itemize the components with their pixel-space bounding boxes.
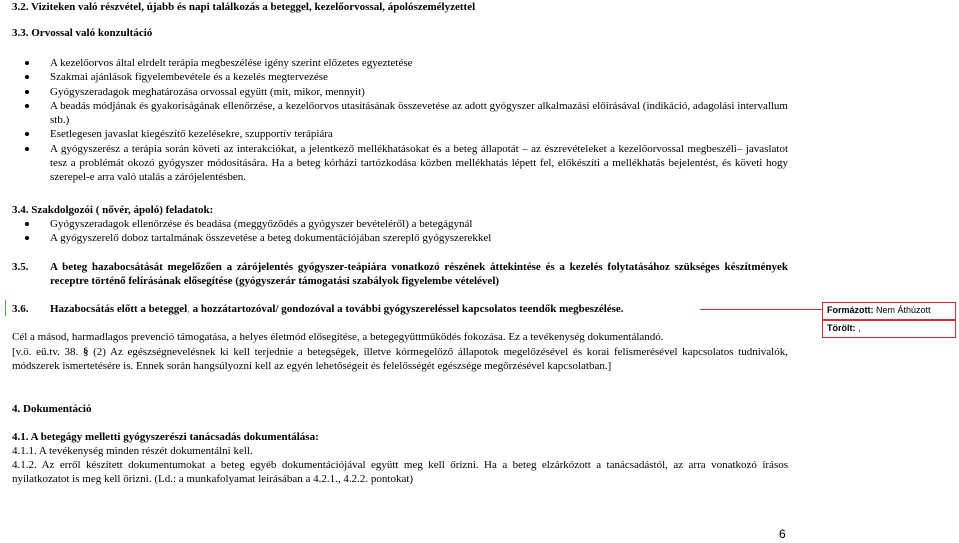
list-item: Szakmai ajánlások figyelembevétele és a kezelés megtervezése	[12, 70, 788, 84]
section-3-6	[12, 302, 788, 316]
law-reference-paragraph	[12, 345, 788, 374]
law-reference-prefix: [v.ö. eü.tv. 38.	[12, 346, 83, 358]
goal-paragraph: Cél a másod, harmadlagos prevenció támogatása, a helyes életmód elősegítése, a betegegyüttműködés fokozása. Ez a tevékenység dokumentálandó.	[12, 331, 664, 343]
section-sign: §	[82, 346, 89, 358]
section-3-6-number: 3.6.	[12, 303, 29, 315]
comment-balloon-formatted[interactable]	[822, 302, 956, 320]
list-item: A kezelőorvos által elrdelt terápia megbeszélése igény szerint előzetes egyeztetése	[12, 56, 788, 70]
comment-value: Nem Áthúzott	[873, 305, 931, 315]
change-bar	[5, 300, 6, 316]
section-3-4-heading: 3.4. Szakdolgozói ( nővér, ápoló) feladatok:	[12, 204, 214, 216]
section-3-3-list	[12, 56, 788, 185]
deletion-marker: ,	[187, 303, 190, 315]
section-3-5	[12, 260, 788, 289]
section-3-6-text-a: Hazabocsátás előtt a beteggel	[50, 303, 188, 315]
list-item: A gyógyszerelő doboz tartalmának összevetése a beteg dokumentációjában szereplő gyógyszerekkel	[12, 231, 788, 245]
section-3-5-text: A beteg hazabocsátását megelőzően a zárójelentés gyógyszer-teápiára vonatkozó részének áttekintése és a kezelés folytatásához szükséges készítmények receptre történő felírásának elősegítése (gyógyszerár támogatási szabályok figyelembe vételével)	[50, 261, 788, 288]
list-item: A beadás módjának és gyakoriságának ellenőrzése, a kezelőorvos utasításának összevetése az adott gyógyszer alkalmazási előírásával (indikáció, adagolási intervallum stb.)	[12, 99, 788, 128]
law-reference-text: (2) Az egészségnevelésnek ki kell terjednie a betegségek, illetve kórmegelőző állapotok megelőzésével és korai felismerésével kapcsolatos tudnivalók, módszerek ismertetésére is. Ennek során hangsúlyozni kell az egyén lehetőségeit és felelősségét egészsége megőrzésével kapcsolatban.]	[12, 346, 788, 373]
comment-balloon-deleted[interactable]	[822, 320, 956, 338]
section-3-5-number: 3.5.	[12, 261, 29, 273]
comment-connector	[700, 309, 822, 310]
comment-label: Törölt:	[827, 323, 856, 333]
section-4-heading: 4. Dokumentáció	[12, 403, 92, 415]
section-4-1-heading: 4.1. A betegágy melletti gyógyszerészi tanácsadás dokumentálása:	[12, 431, 319, 443]
comment-value: ,	[855, 323, 861, 333]
section-3-2-heading: 3.2. Viziteken való részvétel, újabb és napi találkozás a beteggel, kezelőorvossal, ápolószemélyzettel	[12, 1, 476, 13]
list-item: A gyógyszerész a terápia során követi az interakciókat, a jelentkező mellékhatásokat és a beteg állapotát – az észrevételeket a kezelőorvossal megbeszéli– javaslatot tesz a problémát okozó gyógyszer módosítására. Ha a beteg kórházi tartózkodása közben mellékhatás lépett fel, előkészíti a mellékhatás bejelentést, és követi hogy szerepel-e arra való utalás a zárójelentésben.	[12, 142, 788, 185]
comment-label: Formázott:	[827, 305, 874, 315]
list-item: Gyógyszeradagok meghatározása orvossal együtt (mit, mikor, mennyit)	[12, 85, 788, 99]
list-item: Gyógyszeradagok ellenőrzése és beadása (meggyőződés a gyógyszer bevételéről) a betegágynál	[12, 217, 788, 231]
section-4-1-2: 4.1.2. Az erről készített dokumentumokat a beteg egyéb dokumentációjával együtt meg kell őrizni. Ha a beteg elzárkózott a tanácsadástól, az arra vonatkozó írásos nyilatkozatot is meg kell őrizni. (Ld.: a munkafolyamat leírásában a 4.2.1., 4.2.2. pontokat)	[12, 459, 788, 486]
section-4-1-1: 4.1.1. A tevékenység minden részét dokumentálni kell.	[12, 445, 253, 457]
section-3-4-list	[12, 217, 788, 246]
list-item: Esetlegesen javaslat kiegészítő kezelésekre, szupportív terápiára	[12, 127, 788, 141]
page-number: 6	[779, 527, 786, 541]
section-3-6-text-b: a hozzátartozóval/ gondozóval a további gyógyszereléssel kapcsolatos teendők megbeszélése.	[189, 303, 624, 315]
section-3-3-heading: 3.3. Orvossal való konzultáció	[12, 27, 153, 39]
